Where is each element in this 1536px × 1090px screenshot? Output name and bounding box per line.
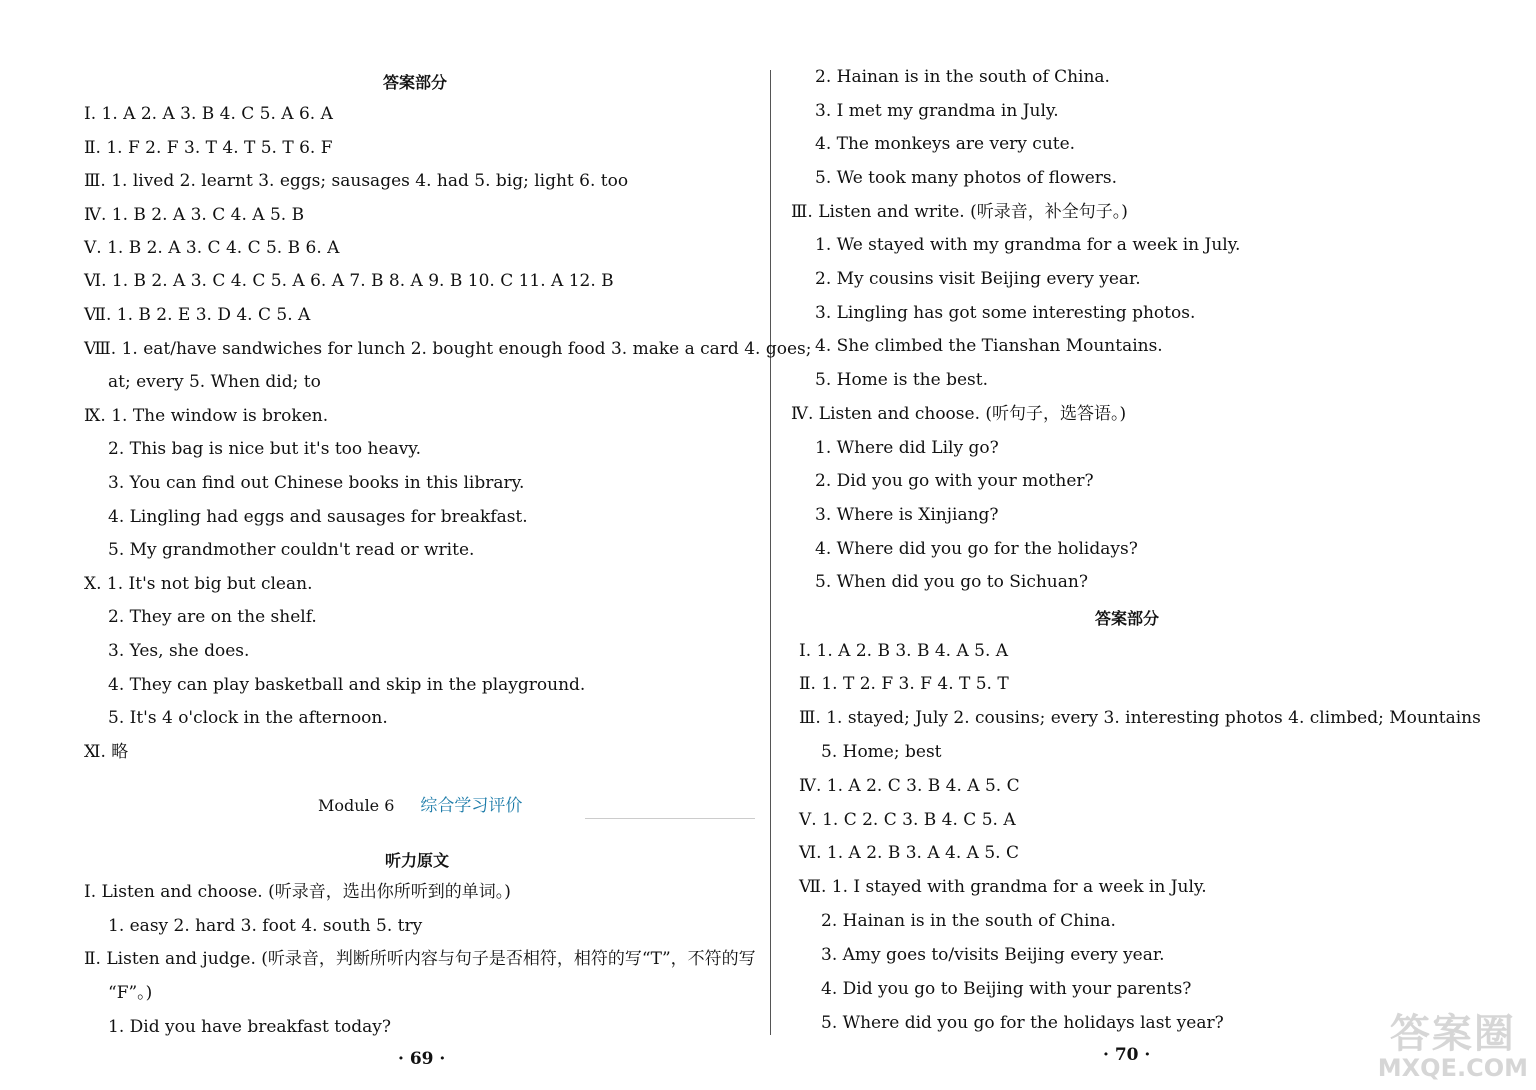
- answer-line: Ⅴ. 1. C 2. C 3. B 4. C 5. A: [799, 810, 1016, 830]
- listening-line: 5. When did you go to Sichuan?: [815, 572, 1088, 592]
- page-number: · 70 ·: [1103, 1045, 1151, 1065]
- listening-line: “F”。): [108, 983, 153, 1003]
- module-subtitle: 综合学习评价: [420, 796, 523, 816]
- listening-line: 2. My cousins visit Beijing every year.: [815, 269, 1141, 289]
- answer-line: Ⅺ. 略: [84, 742, 129, 762]
- listening-line: 3. Lingling has got some interesting photos.: [815, 303, 1196, 323]
- answer-heading: 答案部分: [383, 73, 448, 92]
- answer-line: Ⅳ. 1. A 2. C 3. B 4. A 5. C: [799, 776, 1020, 796]
- listening-line: 2. Did you go with your mother?: [815, 471, 1094, 491]
- module-label: Module 6: [318, 796, 395, 815]
- watermark-url: MXQE.COM: [1377, 1054, 1528, 1082]
- listening-heading: 听力原文: [385, 851, 450, 870]
- answer-line: 5. Home; best: [821, 742, 942, 762]
- answer-line: 5. It's 4 o'clock in the afternoon.: [108, 708, 388, 728]
- answer-line: Ⅱ. 1. F 2. F 3. T 4. T 5. T 6. F: [84, 138, 333, 158]
- listening-line: 2. Hainan is in the south of China.: [815, 67, 1110, 87]
- listening-line: Ⅰ. Listen and choose. (听录音，选出你所听到的单词。): [84, 882, 511, 902]
- listening-line: 1. easy 2. hard 3. foot 4. south 5. try: [108, 916, 423, 936]
- site-watermark: [1377, 1011, 1528, 1082]
- module-title: [318, 791, 522, 816]
- answer-line: Ⅲ. 1. lived 2. learnt 3. eggs; sausages 4. had 5. big; light 6. too: [84, 171, 629, 191]
- listening-line: 3. I met my grandma in July.: [815, 101, 1059, 121]
- answer-line: 5. Where did you go for the holidays last year?: [821, 1013, 1224, 1033]
- answer-line: 2. They are on the shelf.: [108, 607, 317, 627]
- answer-line: Ⅰ. 1. A 2. A 3. B 4. C 5. A 6. A: [84, 104, 333, 124]
- answer-line: 2. Hainan is in the south of China.: [821, 911, 1116, 931]
- answer-line: 4. They can play basketball and skip in the playground.: [108, 675, 586, 695]
- listening-line: 1. Where did Lily go?: [815, 438, 999, 458]
- watermark-logo-text: 答案圈: [1389, 1011, 1516, 1057]
- listening-line: 4. The monkeys are very cute.: [815, 134, 1076, 154]
- answer-line: 3. You can find out Chinese books in this library.: [108, 473, 525, 493]
- answer-line: 3. Yes, she does.: [108, 641, 250, 661]
- module-underline: [585, 818, 755, 819]
- answer-line: Ⅹ. 1. It's not big but clean.: [84, 574, 313, 594]
- listening-line: 3. Where is Xinjiang?: [815, 505, 999, 525]
- answer-line: 3. Amy goes to/visits Beijing every year.: [821, 945, 1165, 965]
- answer-heading: 答案部分: [1095, 609, 1160, 628]
- listening-line: 1. Did you have breakfast today?: [108, 1017, 392, 1037]
- listening-line: Ⅳ. Listen and choose. (听句子，选答语。): [791, 404, 1127, 424]
- listening-line: Ⅲ. Listen and write. (听录音，补全句子。): [791, 202, 1128, 222]
- answer-line: 5. My grandmother couldn't read or write.: [108, 540, 475, 560]
- listening-line: 4. Where did you go for the holidays?: [815, 539, 1138, 559]
- page-number: · 69 ·: [398, 1049, 446, 1069]
- answer-line: Ⅵ. 1. B 2. A 3. C 4. C 5. A 6. A 7. B 8. A 9. B 10. C 11. A 12. B: [84, 271, 614, 291]
- listening-line: 5. We took many photos of flowers.: [815, 168, 1118, 188]
- answer-line: Ⅲ. 1. stayed; July 2. cousins; every 3. interesting photos 4. climbed; Mountains: [799, 708, 1481, 728]
- answer-line: Ⅷ. 1. eat/have sandwiches for lunch 2. bought enough food 3. make a card 4. goes;: [84, 339, 812, 359]
- answer-line: Ⅶ. 1. I stayed with grandma for a week in July.: [799, 877, 1207, 897]
- answer-line: 2. This bag is nice but it's too heavy.: [108, 439, 422, 459]
- listening-line: 4. She climbed the Tianshan Mountains.: [815, 336, 1163, 356]
- answer-line: Ⅵ. 1. A 2. B 3. A 4. A 5. C: [799, 843, 1019, 863]
- page-divider: [770, 70, 771, 1035]
- answer-line: Ⅸ. 1. The window is broken.: [84, 406, 329, 426]
- answer-line: Ⅴ. 1. B 2. A 3. C 4. C 5. B 6. A: [84, 238, 340, 258]
- answer-line: 4. Lingling had eggs and sausages for breakfast.: [108, 507, 528, 527]
- answer-line: Ⅳ. 1. B 2. A 3. C 4. A 5. B: [84, 205, 305, 225]
- answer-line: Ⅰ. 1. A 2. B 3. B 4. A 5. A: [799, 641, 1009, 661]
- right-page: [775, 0, 1536, 1090]
- answer-line: Ⅱ. 1. T 2. F 3. F 4. T 5. T: [799, 674, 1009, 694]
- answer-line: at; every 5. When did; to: [108, 372, 321, 392]
- listening-line: 5. Home is the best.: [815, 370, 988, 390]
- listening-line: Ⅱ. Listen and judge. (听录音，判断所听内容与句子是否相符，相符的写“T”，不符的写: [84, 949, 756, 969]
- answer-line: Ⅶ. 1. B 2. E 3. D 4. C 5. A: [84, 305, 311, 325]
- answer-line: 4. Did you go to Beijing with your parents?: [821, 979, 1192, 999]
- listening-line: 1. We stayed with my grandma for a week in July.: [815, 235, 1241, 255]
